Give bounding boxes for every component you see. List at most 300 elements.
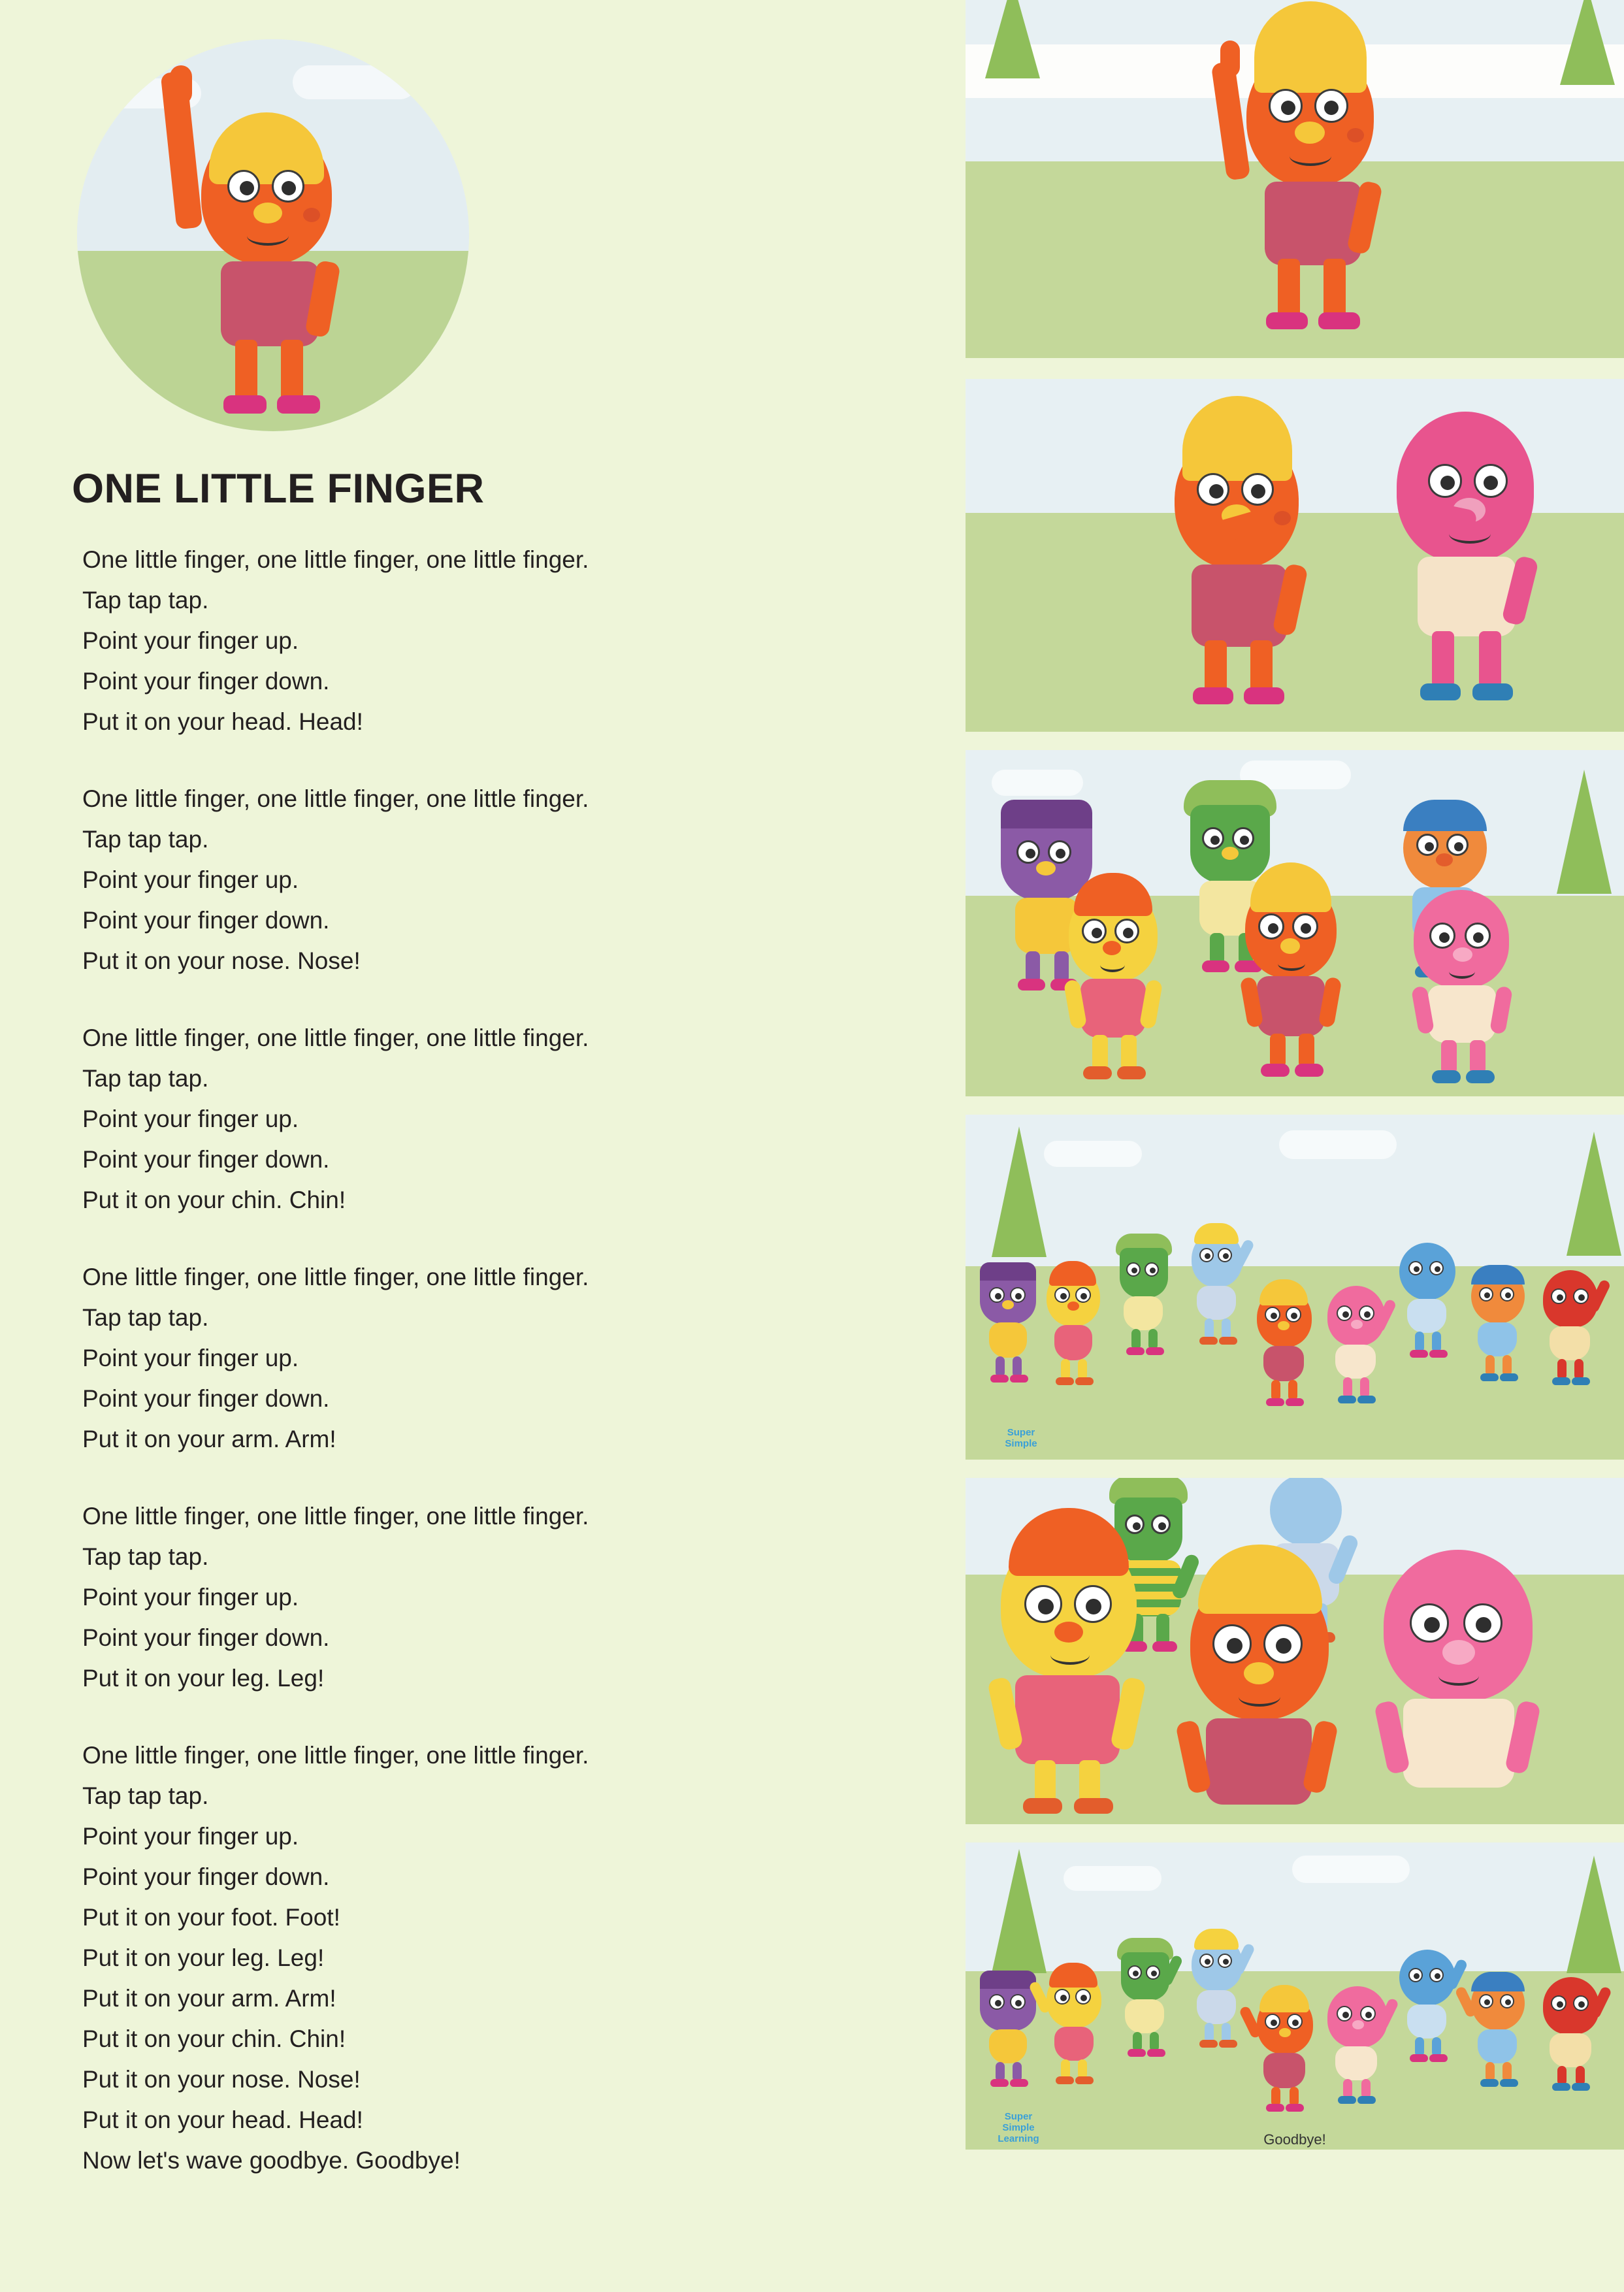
eye-right [1465, 923, 1491, 949]
shoe-right [1286, 2104, 1304, 2112]
pupil [1281, 101, 1295, 115]
mouth [1239, 1687, 1280, 1707]
verse-1 [82, 540, 966, 742]
pupil [1424, 1617, 1440, 1633]
shoe-right [1147, 2049, 1165, 2057]
pupil [1271, 1313, 1277, 1319]
body [1478, 2029, 1517, 2063]
pupil [1473, 932, 1484, 943]
eye-right [1218, 1248, 1232, 1262]
eye-left [1416, 834, 1438, 856]
shoe-right [1075, 2076, 1094, 2084]
shoe-left [1480, 2079, 1499, 2087]
shoe-left [1266, 2104, 1284, 2112]
leg-right [1479, 631, 1501, 687]
shoe-right [1286, 1398, 1304, 1406]
pupil [1223, 1959, 1229, 1965]
eye-right [1287, 2014, 1303, 2029]
eye-left [1408, 1261, 1423, 1275]
eye-left [1202, 827, 1224, 849]
body [1407, 2005, 1446, 2038]
pupil [1578, 1294, 1585, 1301]
tree-icon [992, 1126, 1047, 1257]
eye-left [989, 1287, 1005, 1303]
scene-group-waving [966, 1115, 1624, 1460]
hair [1009, 1508, 1129, 1576]
nose [1278, 1321, 1290, 1330]
lyric-line: Point your finger down. [82, 668, 330, 695]
shoe-right [1357, 1396, 1376, 1403]
lyric-line: Tap tap tap. [82, 1065, 209, 1092]
body [1265, 182, 1361, 265]
verse-3 [82, 1018, 966, 1220]
lyric-line: One little finger, one little finger, one little finger. [82, 546, 589, 574]
blue-character [1390, 1232, 1465, 1369]
eye-right [1263, 1624, 1303, 1663]
mouth [1290, 146, 1331, 166]
pupil [1414, 1266, 1420, 1272]
nose [1351, 1320, 1363, 1329]
shoe-right [1318, 312, 1360, 329]
cloud-icon [1044, 1141, 1142, 1167]
eye-right [1446, 834, 1469, 856]
shoe-left [1056, 2076, 1074, 2084]
shoe-right [1146, 1347, 1164, 1355]
eye-right [1114, 919, 1139, 943]
mouth [247, 226, 289, 246]
hair [1259, 1279, 1308, 1305]
nose [1222, 847, 1239, 860]
eye-left [1212, 1624, 1252, 1663]
shoe-left [1410, 1350, 1428, 1358]
pupil [1205, 1959, 1210, 1965]
eye-left [1128, 1965, 1142, 1980]
eye-left [1269, 89, 1303, 123]
hair [1182, 396, 1292, 481]
leg-left [1205, 640, 1227, 694]
shoe-right [1219, 2040, 1237, 2048]
lyric-line: Tap tap tap. [82, 1304, 209, 1332]
blue-character [1390, 1939, 1465, 2076]
leg-right [1121, 1035, 1137, 1070]
shoe-right [1075, 1377, 1094, 1385]
lyric-line: One little finger, one little finger, one little finger. [82, 1742, 589, 1769]
eye-left [1265, 2014, 1280, 2029]
eye-left [1024, 1585, 1062, 1623]
body [1428, 985, 1496, 1043]
eye-right [272, 170, 304, 203]
lyric-line: Point your finger up. [82, 866, 299, 894]
lyric-line: Put it on your head. Head! [82, 708, 363, 736]
eye-right [1573, 1288, 1589, 1304]
shoe-left [1552, 1377, 1570, 1385]
pupil [1435, 1266, 1440, 1272]
pupil [1038, 1599, 1054, 1614]
shoe-left [1266, 1398, 1284, 1406]
raised-finger [1220, 41, 1240, 77]
leg-right [1299, 1034, 1314, 1068]
head [1270, 1478, 1342, 1546]
eye-left [1054, 1287, 1070, 1303]
body [989, 2029, 1027, 2063]
scene-pointing-up [966, 0, 1624, 358]
yellow-character [1050, 868, 1181, 1077]
shoe-left [1266, 312, 1308, 329]
shoe-left [1480, 1373, 1499, 1381]
verse-6 [82, 1735, 966, 2181]
scene-six-characters [966, 750, 1624, 1096]
pupil [1276, 1638, 1291, 1654]
pupil [1086, 1599, 1101, 1614]
lyric-line: Put it on your foot. Foot! [82, 1904, 340, 1931]
scene-goodbye [966, 1842, 1624, 2150]
nose [1436, 853, 1453, 866]
leg-right [1079, 1760, 1100, 1803]
pupil [1292, 2020, 1299, 2026]
eye-right [1292, 913, 1318, 940]
eye-left [1429, 923, 1455, 949]
cloud-icon [1292, 1856, 1410, 1883]
orange-character [1246, 1278, 1322, 1415]
pupil [1060, 1293, 1067, 1300]
eye-left [1551, 1288, 1567, 1304]
pupil [1439, 932, 1450, 943]
lyric-line: Point your finger up. [82, 1823, 299, 1850]
pupil [1291, 1313, 1297, 1319]
nose [1002, 1300, 1014, 1309]
body [1206, 1718, 1312, 1805]
pupil [1425, 842, 1434, 851]
lyric-line: Now let's wave goodbye. Goodbye! [82, 2147, 461, 2174]
cheek [1347, 128, 1364, 142]
hair [1250, 862, 1331, 912]
lyric-line: Point your finger down. [82, 1863, 330, 1891]
leg-right [281, 340, 303, 402]
lyric-line: Tap tap tap. [82, 1543, 209, 1571]
mouth [1449, 964, 1475, 979]
lyric-line: Put it on your chin. Chin! [82, 2025, 346, 2053]
body [1054, 1325, 1092, 1360]
mouth [1438, 1666, 1479, 1686]
blue-hat [1471, 1265, 1525, 1285]
blue-hat-character [1462, 1964, 1537, 2101]
lyric-line: Put it on your leg. Leg! [82, 1944, 325, 1972]
pupil [1271, 2020, 1277, 2026]
body [1263, 1346, 1304, 1381]
lyric-line: Put it on your head. Head! [82, 2106, 363, 2134]
eye-left [1016, 840, 1040, 864]
leg-left [1278, 259, 1300, 319]
body [1403, 1699, 1514, 1788]
eye-left [1265, 1307, 1280, 1322]
pupil [240, 181, 254, 195]
pupil [1440, 476, 1455, 490]
eye-left [1054, 1989, 1070, 2005]
hair [1049, 1261, 1096, 1286]
cheek [1274, 511, 1291, 525]
shoe-left [1193, 687, 1233, 704]
pupil [1476, 1617, 1491, 1633]
red-character [1534, 1967, 1616, 2104]
blue-hat [1471, 1972, 1525, 1991]
pupil [1205, 1253, 1210, 1259]
brand-logo [985, 1427, 1057, 1449]
raised-arm [1211, 61, 1251, 180]
leg-left [235, 340, 257, 402]
red-character [1534, 1260, 1612, 1397]
eye-left [1479, 1994, 1493, 2008]
pupil [1150, 1268, 1156, 1273]
verse-4 [82, 1257, 966, 1460]
body [1015, 1675, 1120, 1764]
shoe-right [1074, 1798, 1113, 1814]
lyric-line: Tap tap tap. [82, 587, 209, 614]
orange-character [1161, 1543, 1371, 1824]
lyric-line: Point your finger up. [82, 1345, 299, 1372]
shoe-left [1338, 2096, 1356, 2104]
pupil [1557, 2001, 1563, 2008]
lyric-line: Point your finger down. [82, 907, 330, 934]
lyric-line: Point your finger down. [82, 1385, 330, 1413]
eye-left [1551, 1995, 1567, 2011]
lyric-line: Put it on your nose. Nose! [82, 947, 361, 975]
hair [980, 1971, 1036, 1989]
pupil [1484, 476, 1498, 490]
lyric-line: Point your finger down. [82, 1146, 330, 1173]
cloud-icon [1064, 1866, 1161, 1891]
lyric-line: Tap tap tap. [82, 826, 209, 853]
shoe-left [990, 2079, 1009, 2087]
lyric-line: Put it on your chin. Chin! [82, 1187, 346, 1214]
pupil [1015, 1293, 1022, 1300]
pupil [1223, 1253, 1229, 1259]
eye-right [1429, 1261, 1444, 1275]
lyric-line: One little finger, one little finger, one little finger. [82, 785, 589, 813]
green-broccoli-character [1109, 1935, 1184, 2072]
pupil [1578, 2001, 1585, 2008]
shoe-left [1261, 1064, 1290, 1077]
pupil [1557, 1294, 1563, 1301]
mouth [1050, 1645, 1090, 1665]
shoe-right [1500, 2079, 1518, 2087]
shoe-right [1472, 683, 1513, 700]
eye-left [1408, 1968, 1423, 1982]
nose [1442, 1640, 1475, 1665]
verse-5 [82, 1496, 966, 1699]
shoe-right [1010, 1375, 1028, 1383]
hair [1049, 1963, 1097, 1988]
lyric-line: One little finger, one little finger, one little finger. [82, 1264, 589, 1291]
verse-2 [82, 779, 966, 981]
eye-left [1337, 2006, 1352, 2022]
cloud-icon [992, 770, 1083, 796]
pupil [1484, 1292, 1490, 1298]
pupil [1056, 849, 1065, 859]
pupil [1092, 928, 1102, 938]
eye-right [1360, 2006, 1376, 2022]
pupil [1505, 1999, 1511, 2005]
lyric-line: Put it on your arm. Arm! [82, 1985, 336, 2012]
nose [1280, 938, 1300, 954]
shoe-left [1420, 683, 1461, 700]
eye-right [1145, 1262, 1159, 1277]
brand-line-1: Super [1004, 2111, 1033, 2122]
pupil [1026, 849, 1035, 859]
raised-finger [170, 65, 192, 105]
hair [1198, 1545, 1322, 1614]
shoe-right [1572, 2083, 1590, 2091]
light-blue-character [1181, 1925, 1256, 2069]
nose [1352, 2020, 1364, 2029]
body [1257, 976, 1325, 1036]
body [1080, 979, 1146, 1038]
head [1327, 1986, 1388, 2048]
scene-caption: Goodbye! [1263, 2131, 1326, 2148]
eye-left [1197, 473, 1229, 506]
light-blue-character [1181, 1219, 1253, 1363]
lyric-line: One little finger, one little finger, one little finger. [82, 1503, 589, 1530]
eye-right [1429, 1968, 1444, 1982]
pupil [1342, 1311, 1349, 1318]
orange-character [1227, 861, 1357, 1077]
blue-hat [1403, 800, 1487, 831]
body [1407, 1299, 1446, 1333]
body [1197, 1286, 1236, 1320]
hair [1074, 873, 1152, 916]
eye-left [1428, 464, 1462, 498]
pupil [1133, 1971, 1139, 1976]
shoe-right [1500, 1373, 1518, 1381]
eye-right [1463, 1603, 1502, 1643]
scene-thumbnails-column [966, 0, 1624, 2292]
brand-line-3: Learning [998, 2133, 1039, 2144]
eye-right [1474, 464, 1508, 498]
tree-icon [1567, 1132, 1621, 1256]
body [1125, 1999, 1164, 2033]
shoe-right [1219, 1337, 1237, 1345]
pink-character [1357, 1530, 1573, 1824]
tree-icon [992, 1849, 1047, 1973]
eye-left [1126, 1262, 1141, 1277]
pupil [282, 181, 296, 195]
body [221, 261, 319, 346]
cheek [303, 208, 320, 222]
page-title: ONE LITTLE FINGER [72, 466, 485, 512]
cloud-icon [1279, 1130, 1397, 1159]
shoe-left [1126, 1347, 1145, 1355]
pupil [1227, 1638, 1242, 1654]
body [1124, 1296, 1163, 1330]
shoe-left [1410, 2054, 1428, 2062]
eye-right [1500, 1287, 1514, 1302]
body [1335, 2046, 1377, 2080]
shoe-right [1466, 1070, 1495, 1083]
nose [1067, 1302, 1079, 1311]
shoe-left [1023, 1798, 1062, 1814]
body [1263, 2053, 1305, 2088]
shoe-left [1552, 2083, 1570, 2091]
eye-right [1010, 1994, 1026, 2010]
shoe-right [1429, 1350, 1448, 1358]
eye-right [1146, 1965, 1160, 1980]
leg-left [1092, 1035, 1108, 1070]
eye-left [1199, 1248, 1214, 1262]
shoe-left [1202, 960, 1229, 972]
nose [1103, 941, 1121, 955]
pupil [995, 1293, 1001, 1300]
nose [1054, 1622, 1083, 1643]
tree-icon [985, 0, 1040, 78]
shoe-left [1199, 2040, 1218, 2048]
eye-left [227, 170, 260, 203]
lyric-line: Point your finger down. [82, 1624, 330, 1652]
lyrics-body [72, 540, 966, 2181]
hair [1259, 1985, 1309, 2012]
eye-left [989, 1994, 1005, 2010]
yellow-character [1037, 1960, 1112, 2097]
green-broccoli-character [1108, 1231, 1180, 1368]
eye-left [1258, 913, 1284, 940]
pupil [1151, 1971, 1157, 1976]
pupil [1435, 1973, 1440, 1979]
pupil [1251, 484, 1265, 499]
pink-character [1318, 1277, 1393, 1414]
leg-left [1441, 1040, 1457, 1074]
head [1399, 1243, 1455, 1300]
pupil [1505, 1292, 1511, 1298]
tree-icon [1557, 770, 1612, 894]
orange-yellow-hair [1129, 405, 1325, 719]
pupil [995, 2000, 1001, 2006]
brand-line-2: Simple [1005, 1438, 1037, 1449]
pupil [1060, 1995, 1067, 2001]
orange-character [1246, 1984, 1325, 2121]
pupil [1123, 928, 1133, 938]
leg-left [1270, 1034, 1286, 1068]
leg-left [1026, 951, 1040, 983]
eye-right [1218, 1954, 1232, 1968]
mouth [1100, 958, 1125, 972]
pupil [1364, 1311, 1371, 1318]
eye-right [1314, 89, 1348, 123]
orange-yellow-hair-pointing-up [1194, 7, 1410, 353]
tree-icon [1560, 0, 1615, 85]
shoe-left [1018, 979, 1045, 990]
body [1054, 2027, 1094, 2061]
hair [1254, 1, 1367, 93]
shoe-right [1295, 1064, 1324, 1077]
scene-two-characters-finger-on-nose [966, 379, 1624, 732]
body [1478, 1322, 1517, 1356]
pupil [1324, 101, 1339, 115]
head [1327, 1286, 1385, 1346]
body [1550, 1326, 1590, 1360]
shoe-left [1056, 1377, 1074, 1385]
purple-character [972, 1258, 1044, 1389]
shoe-left [1083, 1066, 1112, 1079]
leg-right [1470, 1040, 1486, 1074]
pupil [1454, 842, 1463, 851]
nose [1279, 2028, 1291, 2037]
leg-left [1035, 1760, 1056, 1803]
eye-left [1479, 1287, 1493, 1302]
eye-right [1359, 1305, 1374, 1321]
nose [253, 203, 282, 223]
lyric-line: Put it on your arm. Arm! [82, 1426, 336, 1453]
pupil [1240, 836, 1249, 845]
pupil [1268, 923, 1278, 934]
pupil [1210, 836, 1220, 845]
